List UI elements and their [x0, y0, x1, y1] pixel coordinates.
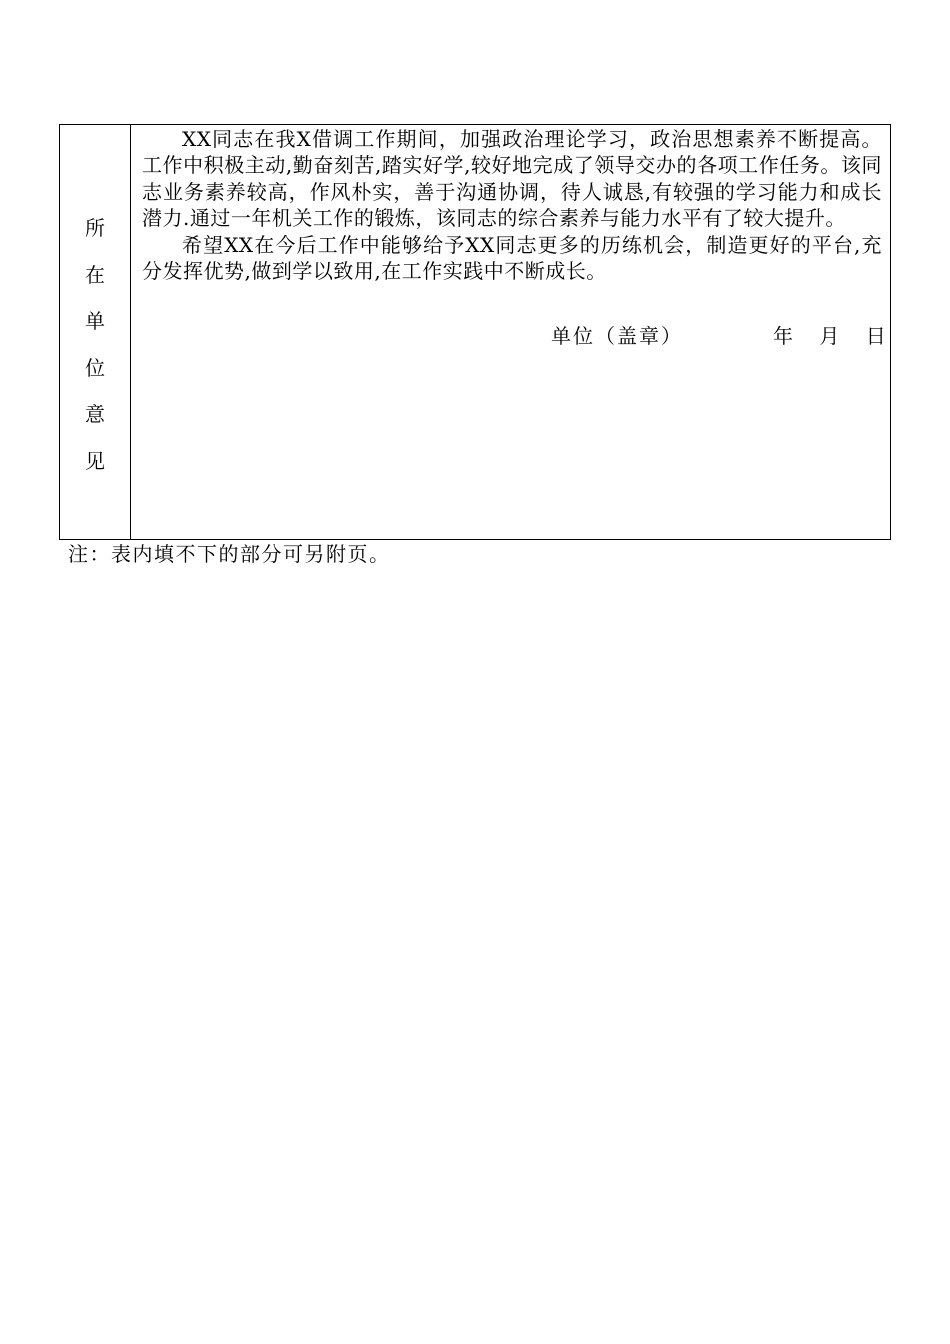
opinion-paragraph: XX同志在我X借调工作期间，加强政治理论学习，政治思想素养不断提高。工作中积极主动,勤奋刻苦,踏实好学,较好地完成了领导交办的各项工作任务。该同志业务素养较高，作风朴实，善于沟通协调，待人诚恳,有较强的学习能力和成长潜力.通过一年机关工作的锻炼，该同志的综合素养与能力水平有了较大提升。 [142, 127, 882, 231]
label-char: 单 [85, 309, 105, 333]
label-char: 位 [85, 355, 105, 380]
opinion-paragraph: 希望XX在今后工作中能够给予XX同志更多的历练机会，制造更好的平台,充分发挥优势,做到学以致用,在工作实践中不断成长。 [142, 232, 882, 284]
label-char: 在 [85, 262, 105, 287]
signature-date: 年 月 日 [773, 324, 886, 348]
opinion-content-cell [131, 125, 890, 539]
signature-unit: 单位（盖章） [551, 324, 683, 348]
label-cell [60, 125, 131, 539]
footnote: 注：表内填不下的部分可另附页。 [68, 542, 391, 566]
opinion-table [59, 124, 891, 540]
label-char: 意 [85, 402, 105, 426]
signature-line [131, 323, 890, 349]
label-char: 见 [85, 448, 105, 473]
label-char: 所 [85, 216, 105, 240]
label-vertical-text [60, 205, 130, 484]
